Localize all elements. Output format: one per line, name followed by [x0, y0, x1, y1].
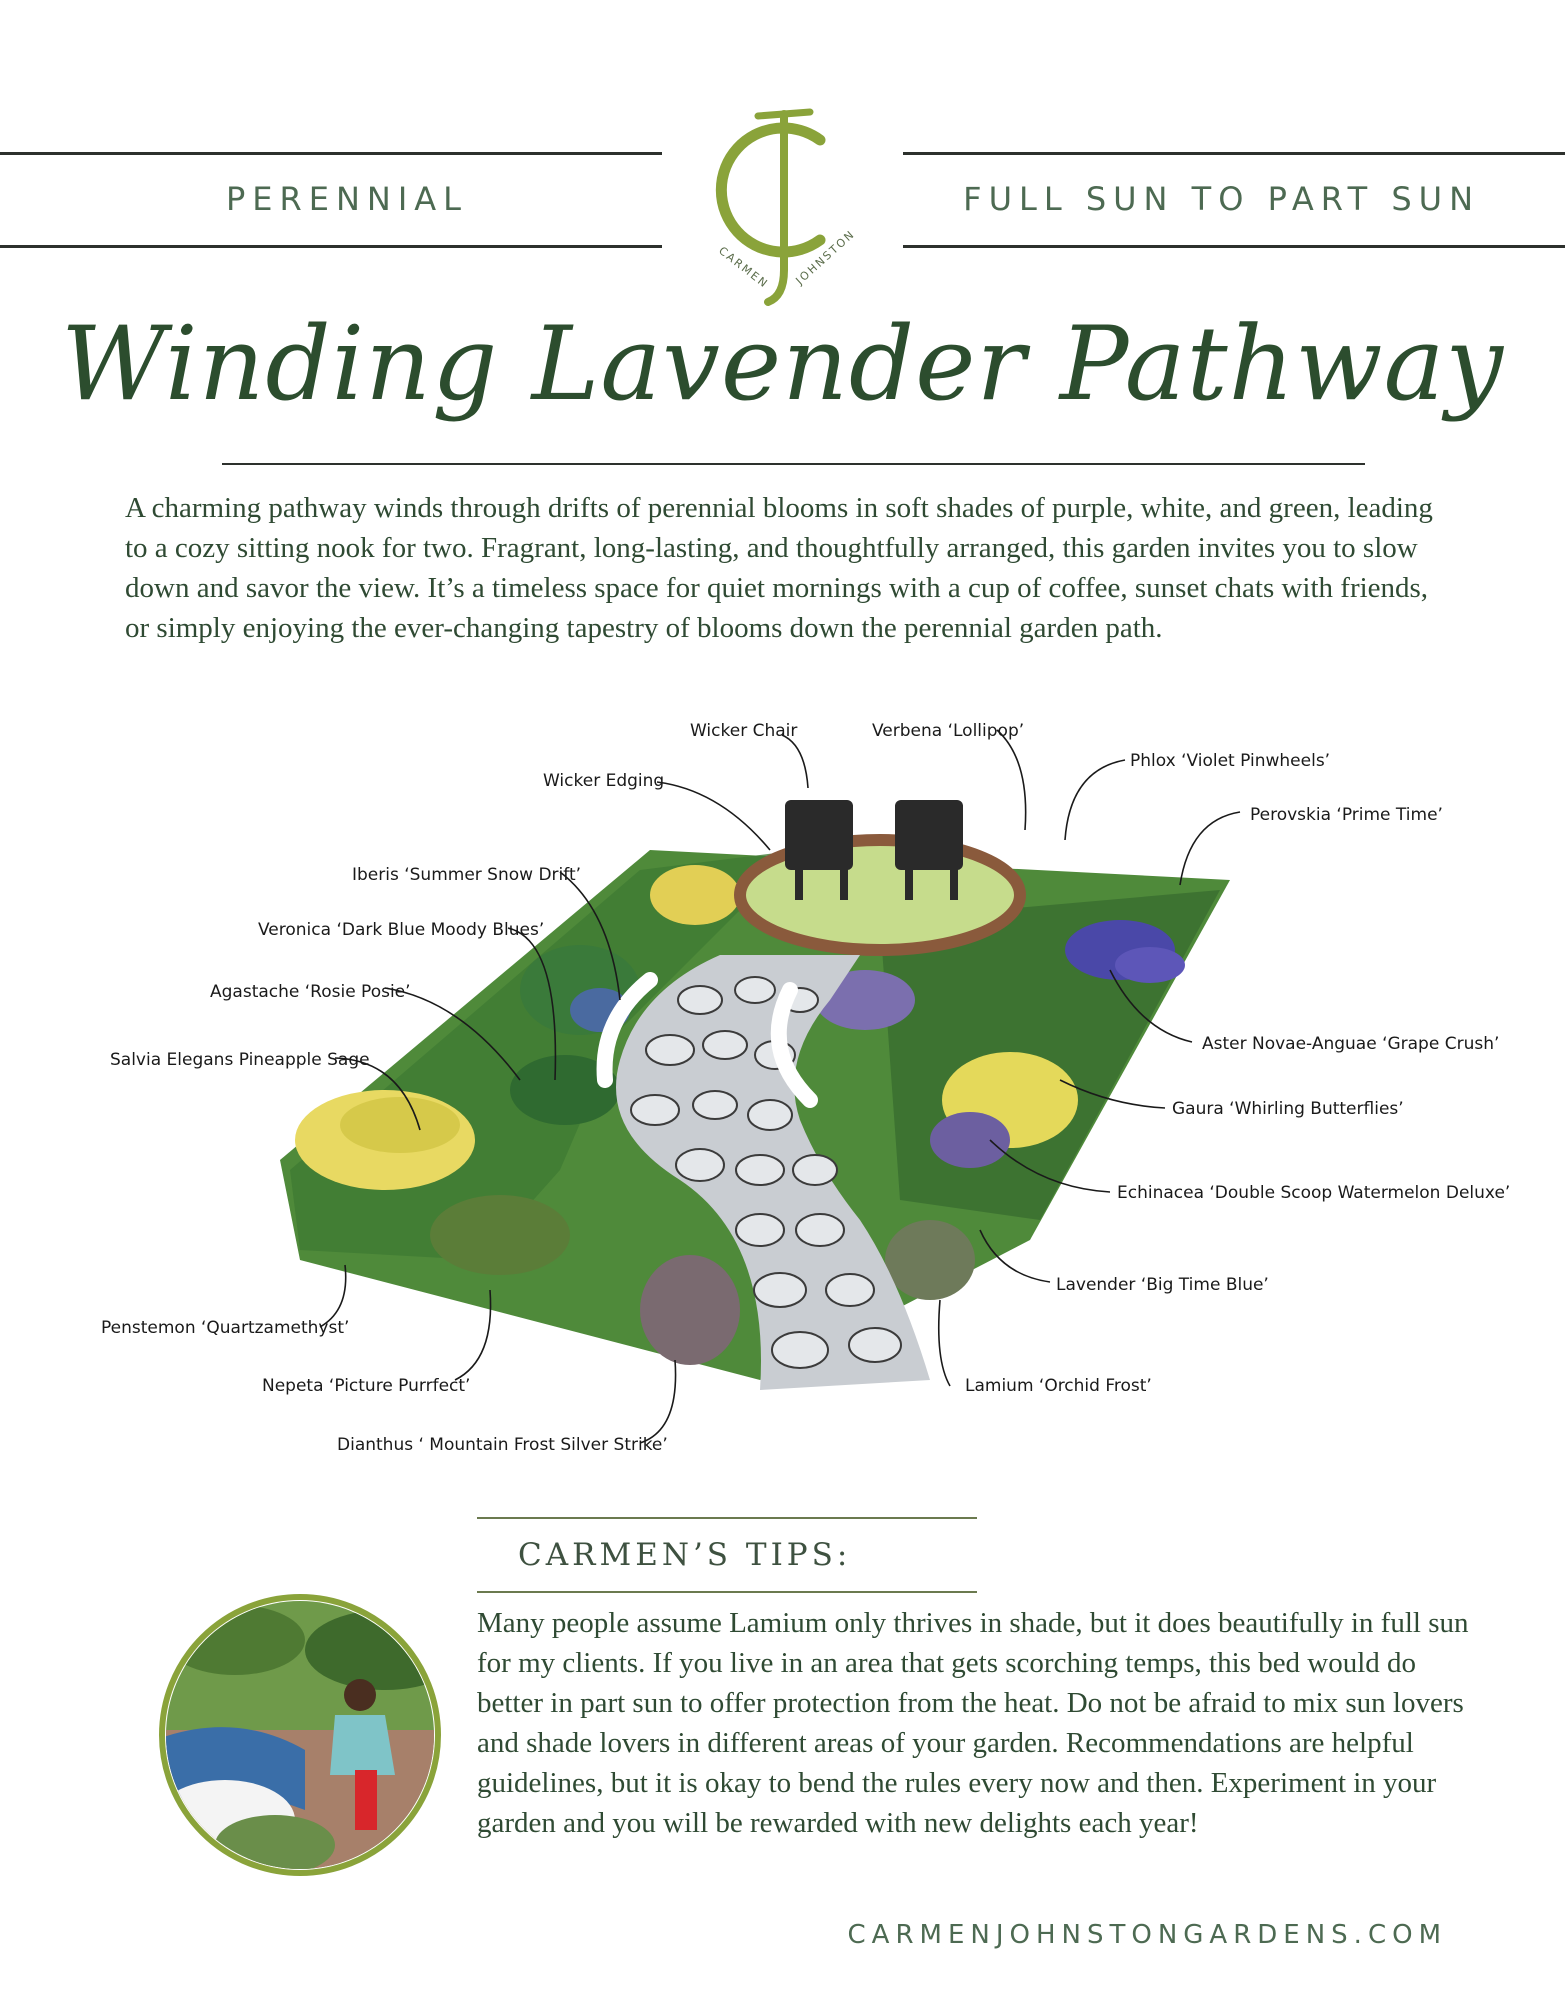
- label-wicker-edging: Wicker Edging: [543, 771, 665, 791]
- header-rule-bottom-left: [0, 245, 662, 248]
- label-wicker-chair: Wicker Chair: [690, 721, 798, 741]
- label-dianthus: Dianthus ‘ Mountain Frost Silver Strike’: [337, 1435, 668, 1455]
- intro-paragraph: A charming pathway winds through drifts of perennial blooms in soft shades of purple, white, and green, leading to a cozy sitting nook for two. Fragrant, long-lasting, and thoughtfully arranged, this garden invites you to slow down and savor the view. It’s a timeless space for quiet mornings with a cup of coffee, sunset chats with friends, or simply enjoying the ever-changing tapestry of blooms down the perennial garden path.: [125, 492, 1433, 644]
- carmen-johnston-logo: [700, 100, 870, 310]
- logo-text-left: CARMEN: [716, 244, 772, 292]
- tips-heading: CARMEN’S TIPS:: [518, 1537, 852, 1573]
- label-penstemon: Penstemon ‘Quartzamethyst’: [101, 1318, 350, 1338]
- plant-nepeta: [430, 1195, 570, 1275]
- header-rule-bottom-right: [903, 245, 1565, 248]
- sitting-nook: [740, 840, 1020, 950]
- label-verbena: Verbena ‘Lollipop’: [872, 721, 1025, 741]
- label-gaura: Gaura ‘Whirling Butterflies’: [1172, 1099, 1404, 1119]
- label-veronica: Veronica ‘Dark Blue Moody Blues’: [258, 920, 545, 940]
- logo-text-right: JOHNSTON: [793, 227, 858, 288]
- label-iberis: Iberis ‘Summer Snow Drift’: [352, 865, 582, 885]
- title-rule: [222, 463, 1365, 465]
- tips-body: Many people assume Lamium only thrives in shade, but it does beautifully in full sun for my clients. If you live in an area that gets scorching temps, this bed would do better in part sun to offer protection from the heat. Do not be afraid to mix sun lovers and shade lovers in different areas of your garden. Recommendations are helpful guidelines, but it is okay to bend the rules every now and then. Experiment in your garden and you will be rewarded with new delights each year!: [477, 1607, 1469, 1839]
- plant-dianthus: [640, 1255, 740, 1365]
- header-right-label: FULL SUN TO PART SUN: [963, 180, 1480, 218]
- label-perovskia: Perovskia ‘Prime Time’: [1250, 805, 1443, 825]
- page-title: Winding Lavender Pathway: [60, 305, 1505, 424]
- plant-lamium: [885, 1220, 975, 1300]
- label-aster: Aster Novae-Anguae ‘Grape Crush’: [1202, 1034, 1500, 1054]
- label-lamium: Lamium ‘Orchid Frost’: [965, 1376, 1152, 1396]
- garden-illustration: [0, 700, 1565, 1480]
- label-echinacea: Echinacea ‘Double Scoop Watermelon Deluxe’: [1117, 1183, 1511, 1203]
- label-phlox: Phlox ‘Violet Pinwheels’: [1130, 751, 1331, 771]
- header-rule-top-left: [0, 152, 662, 155]
- tips-rule-top: [477, 1517, 977, 1519]
- label-nepeta: Nepeta ‘Picture Purrfect’: [262, 1376, 471, 1396]
- header-rule-top-right: [903, 152, 1565, 155]
- footer-website[interactable]: CARMENJOHNSTONGARDENS.COM: [847, 1920, 1447, 1950]
- label-salvia: Salvia Elegans Pineapple Sage: [110, 1050, 370, 1070]
- carmen-photo: [155, 1590, 445, 1880]
- plant-lavender: [930, 1112, 1010, 1168]
- tips-rule-bottom: [477, 1591, 977, 1593]
- label-agastache: Agastache ‘Rosie Posie’: [210, 982, 411, 1002]
- label-lavender: Lavender ‘Big Time Blue’: [1056, 1275, 1269, 1295]
- header-left-label: PERENNIAL: [226, 180, 468, 218]
